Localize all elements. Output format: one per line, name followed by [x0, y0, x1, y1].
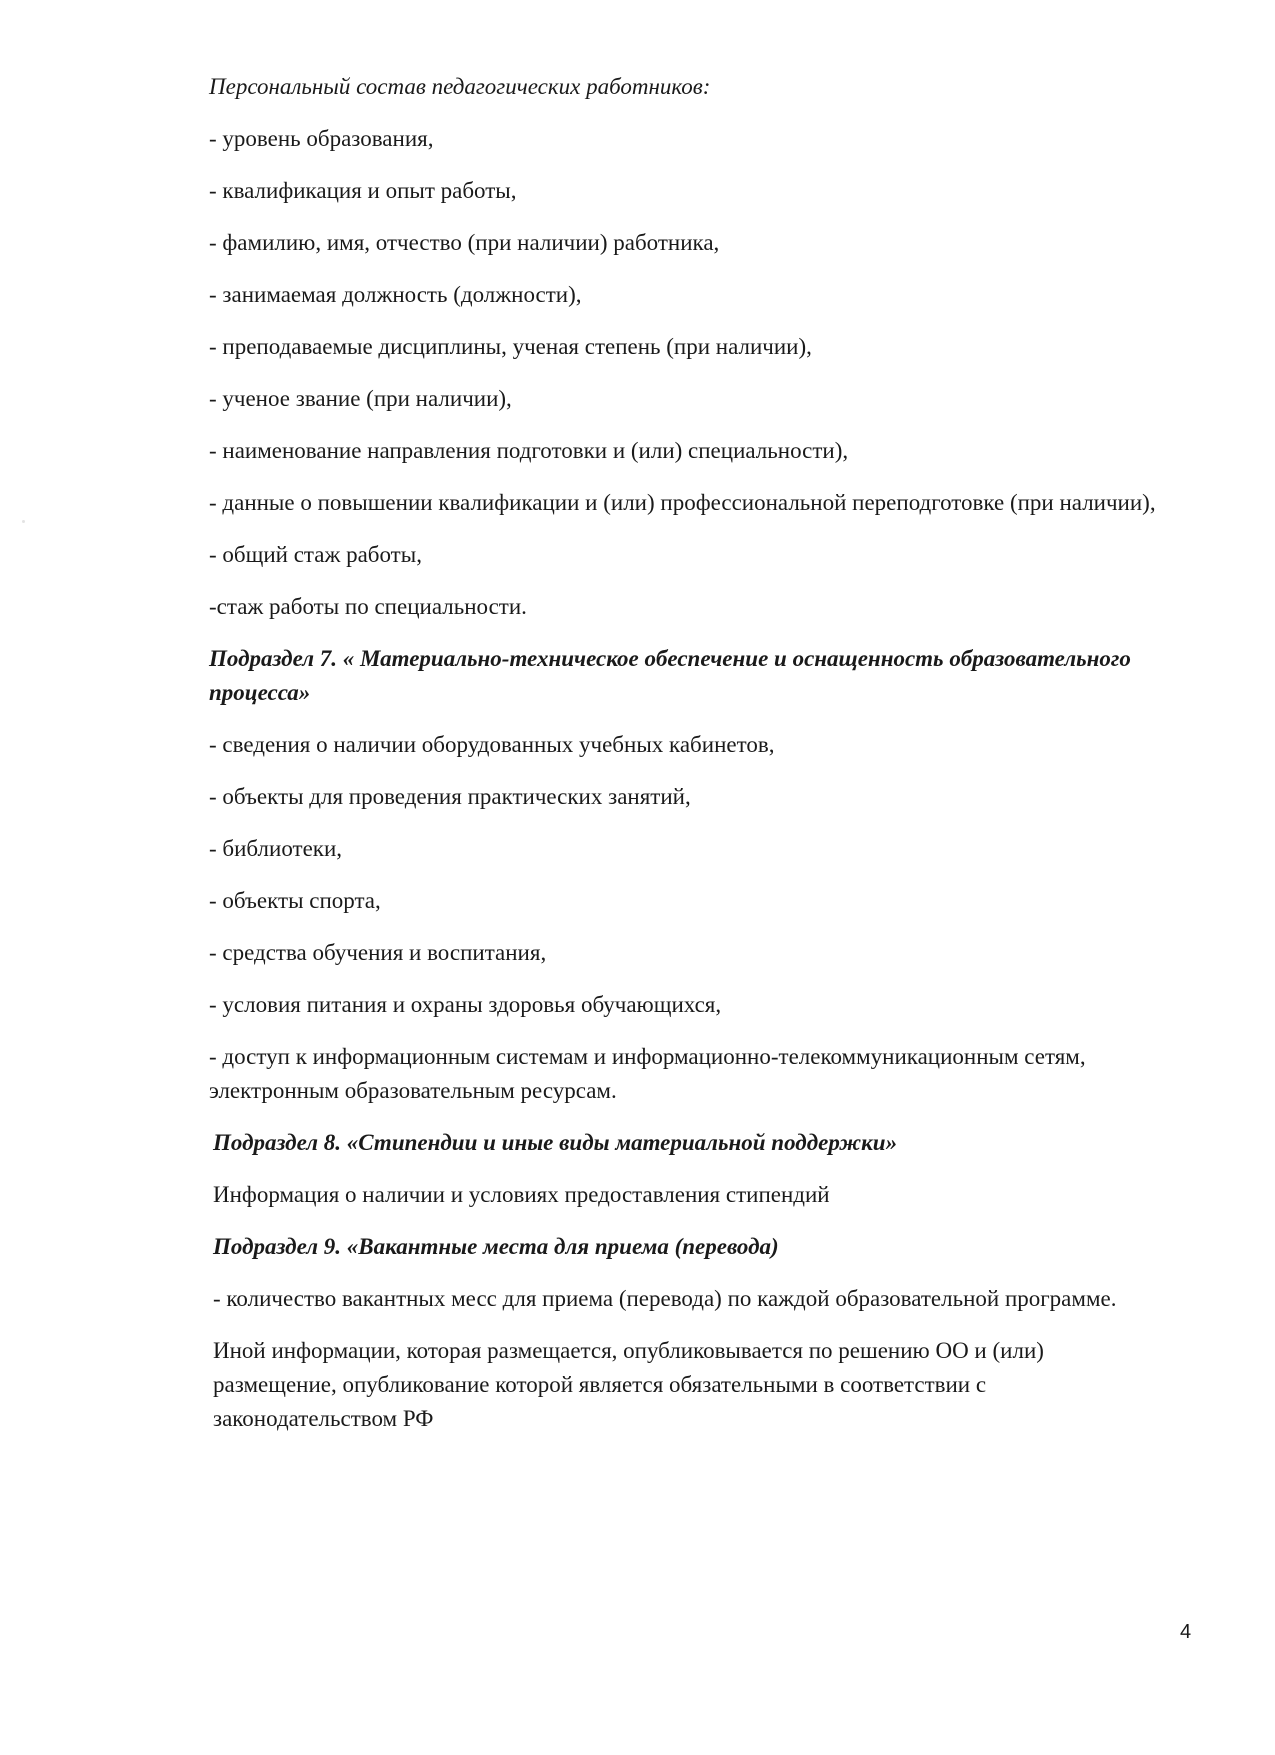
- list-item: - средства обучения и воспитания,: [209, 940, 547, 965]
- list-item: - преподаваемые дисциплины, ученая степень (при наличии),: [209, 334, 812, 359]
- section-6-list: [209, 122, 1169, 624]
- list-item: - данные о повышении квалификации и (или) профессиональной переподготовке (при наличии),: [209, 490, 1156, 515]
- list-item: -стаж работы по специальности.: [209, 594, 527, 619]
- list-item: - доступ к информационным системам и информационно-телекоммуникационным сетям, электронным образовательным ресурсам.: [209, 1044, 1086, 1103]
- list-item: - условия питания и охраны здоровья обучающихся,: [209, 992, 722, 1017]
- closing-paragraph: Иной информации, которая размещается, опубликовывается по решению ОО и (или) размещение, опубликование которой является обязательными в соответствии с законодательством РФ: [213, 1338, 1044, 1431]
- scan-artifact: [22, 520, 25, 523]
- list-item: - объекты для проведения практических занятий,: [209, 784, 691, 809]
- list-item: - занимаемая должность (должности),: [209, 282, 582, 307]
- section-8-text: Информация о наличии и условиях предоставления стипендий: [213, 1182, 830, 1207]
- section-7-heading: Подраздел 7. « Материально-техническое обеспечение и оснащенность образовательного процесса»: [209, 646, 1131, 705]
- list-item: - сведения о наличии оборудованных учебных кабинетов,: [209, 732, 775, 757]
- section-6-heading: Персональный состав педагогических работников:: [209, 74, 711, 99]
- list-item: - общий стаж работы,: [209, 542, 422, 567]
- page-content: [209, 70, 1169, 1454]
- list-item: - количество вакантных месс для приема (перевода) по каждой образовательной программе.: [213, 1286, 1117, 1311]
- page-number: 4: [1180, 1621, 1192, 1643]
- list-item: - объекты спорта,: [209, 888, 381, 913]
- list-item: - уровень образования,: [209, 126, 434, 151]
- list-item: - фамилию, имя, отчество (при наличии) работника,: [209, 230, 720, 255]
- section-9-heading: Подраздел 9. «Вакантные места для приема (перевода): [213, 1234, 779, 1259]
- list-item: - библиотеки,: [209, 836, 343, 861]
- list-item: - квалификация и опыт работы,: [209, 178, 517, 203]
- section-8-heading: Подраздел 8. «Стипендии и иные виды материальной поддержки»: [213, 1130, 898, 1155]
- lower-block: [213, 1126, 1169, 1436]
- list-item: - наименование направления подготовки и (или) специальности),: [209, 438, 849, 463]
- section-7-list: [209, 728, 1169, 1108]
- list-item: - ученое звание (при наличии),: [209, 386, 512, 411]
